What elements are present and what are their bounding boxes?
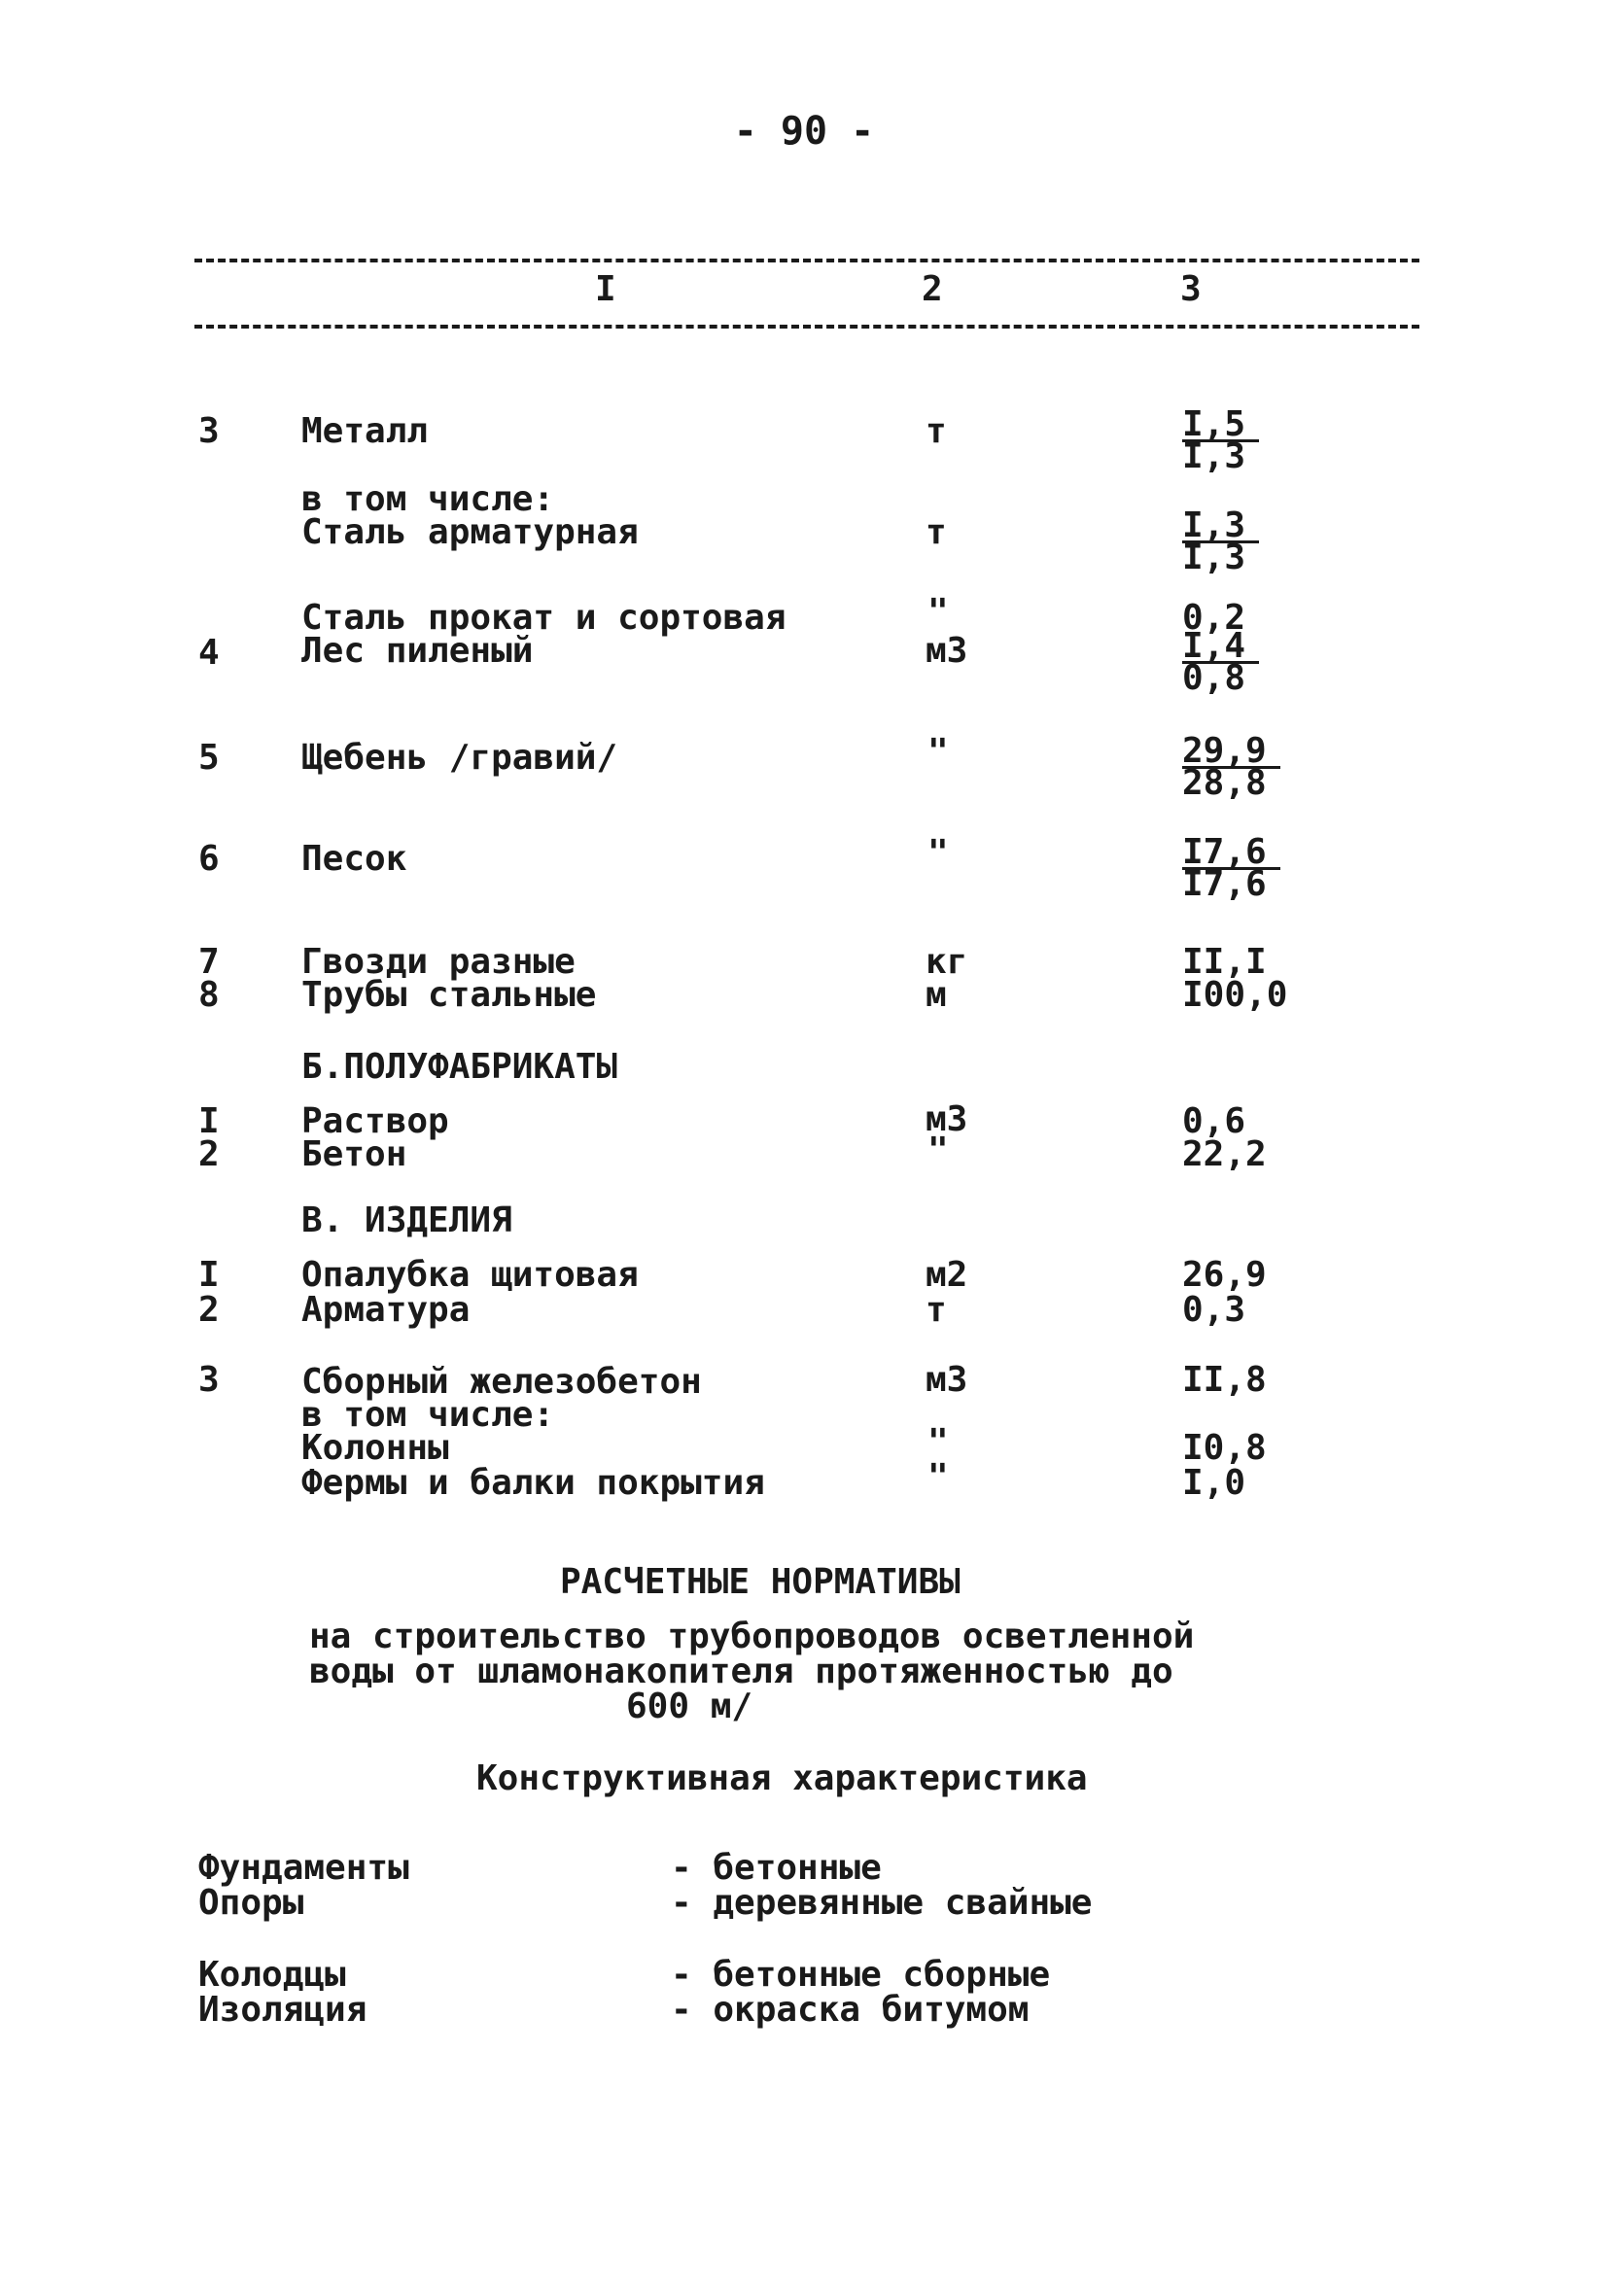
row-name: Опалубка щитовая	[301, 1255, 639, 1295]
row-value-fraction	[1182, 404, 1259, 476]
characteristic-value: - бетонные	[671, 1848, 882, 1888]
row-name: Колонны	[301, 1428, 449, 1468]
row-unit: м2	[926, 1255, 968, 1295]
row-number: I	[198, 1101, 220, 1141]
row-name: Сталь прокат и сортовая	[301, 598, 787, 638]
row-value-fraction	[1182, 505, 1259, 577]
row-number: 4	[198, 633, 220, 673]
normatives-subtitle-line-2: воды от шламонакопителя протяженностью до	[309, 1652, 1173, 1691]
characteristic-value: - окраска битумом	[671, 1990, 1030, 2030]
row-unit: кг	[926, 942, 968, 982]
column-header-2: 2	[922, 269, 943, 309]
row-number: 2	[198, 1134, 220, 1174]
row-number: 3	[198, 1360, 220, 1400]
row-value: I7,6	[1182, 838, 1280, 870]
row-unit: т	[926, 411, 947, 451]
row-unit: "	[927, 1457, 949, 1497]
row-name: Гвозди разные	[301, 942, 576, 982]
row-unit: м3	[926, 631, 968, 671]
row-value: I0,8	[1182, 1428, 1267, 1468]
row-value: II,I	[1182, 942, 1267, 982]
normatives-title: РАСЧЕТНЫЕ НОРМАТИВЫ	[560, 1562, 961, 1602]
row-value: 26,9	[1182, 1255, 1267, 1295]
header-top-rule	[194, 259, 1419, 262]
row-unit: м3	[926, 1360, 968, 1400]
page-number: - 90 -	[733, 109, 875, 154]
row-value: I,0	[1182, 1463, 1246, 1503]
section-c-title: В. ИЗДЕЛИЯ	[301, 1200, 512, 1240]
column-header-1: I	[595, 269, 616, 309]
row-value-2: 28,8	[1182, 763, 1267, 803]
row-value: 22,2	[1182, 1134, 1267, 1174]
row-name: Раствор	[301, 1101, 449, 1141]
row-number: 6	[198, 839, 220, 879]
row-name: Арматура	[301, 1290, 471, 1330]
row-unit: "	[927, 732, 949, 772]
row-unit: "	[927, 833, 949, 873]
row-name: Песок	[301, 839, 407, 879]
row-number: 5	[198, 738, 220, 778]
normatives-subtitle-line-1: на строительство трубопроводов осветленной	[309, 1617, 1195, 1656]
row-name-subheading: в том числе:	[301, 479, 555, 519]
construction-title: Конструктивная характеристика	[476, 1758, 1088, 1798]
characteristic-value: - деревянные свайные	[671, 1883, 1093, 1923]
row-name: Щебень /гравий/	[301, 738, 618, 778]
row-number: 2	[198, 1290, 220, 1330]
row-name-subheading: в том числе:	[301, 1395, 555, 1435]
row-name: Сталь арматурная	[301, 512, 639, 552]
section-b-title: Б.ПОЛУФАБРИКАТЫ	[301, 1047, 618, 1087]
row-value-fraction	[1182, 731, 1280, 803]
row-unit: "	[927, 1422, 949, 1462]
characteristic-name: Колодцы	[198, 1955, 346, 1995]
row-number: 8	[198, 975, 220, 1015]
row-value-2: I,3	[1182, 436, 1246, 476]
header-bottom-rule	[194, 325, 1419, 329]
row-value: I,5	[1182, 410, 1259, 442]
row-value: 29,9	[1182, 737, 1280, 769]
row-unit: м3	[926, 1099, 968, 1139]
row-name: Лес пиленый	[301, 631, 534, 671]
row-value: I,3	[1182, 511, 1259, 543]
row-unit: т	[926, 512, 947, 552]
row-name: Трубы стальные	[301, 975, 597, 1015]
row-value: I,4	[1182, 632, 1259, 664]
row-value: I00,0	[1182, 975, 1288, 1015]
row-value: II,8	[1182, 1360, 1267, 1400]
row-value-fraction	[1182, 832, 1280, 904]
row-value: 0,2	[1182, 598, 1246, 638]
characteristic-value: - бетонные сборные	[671, 1955, 1051, 1995]
row-value: 0,3	[1182, 1290, 1246, 1330]
row-name: Фермы и балки покрытия	[301, 1463, 765, 1503]
row-number: 7	[198, 942, 220, 982]
row-value-fraction	[1182, 626, 1259, 698]
row-name: Металл	[301, 411, 429, 451]
row-unit: "	[927, 592, 949, 632]
row-name: Бетон	[301, 1134, 407, 1174]
row-value: 0,6	[1182, 1101, 1246, 1141]
row-number: I	[198, 1255, 220, 1295]
normatives-subtitle-line-3: 600 м/	[626, 1687, 753, 1726]
row-unit: м	[926, 975, 947, 1015]
row-unit: "	[927, 1131, 949, 1170]
row-unit: т	[926, 1290, 947, 1330]
characteristic-name: Фундаменты	[198, 1848, 409, 1888]
row-number: 3	[198, 411, 220, 451]
row-value-2: I7,6	[1182, 864, 1267, 904]
row-value-2: I,3	[1182, 538, 1246, 577]
row-value-2: 0,8	[1182, 658, 1246, 698]
row-name: Сборный железобетон	[301, 1362, 702, 1402]
characteristic-name: Изоляция	[198, 1990, 367, 2030]
characteristic-name: Опоры	[198, 1883, 304, 1923]
column-header-3: 3	[1180, 269, 1202, 309]
